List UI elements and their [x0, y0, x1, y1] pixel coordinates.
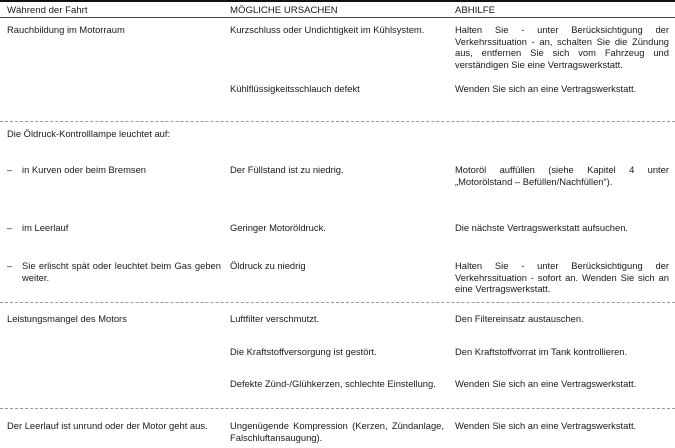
row-separator — [0, 408, 675, 409]
symptom-power-loss: Leistungsmangel des Motors — [7, 313, 127, 324]
cause-oil-pressure-too-low: Öldruck zu niedrig — [230, 260, 306, 271]
remedy-check-fuel: Den Kraftstoffvorrat im Tank kontrollieren. — [455, 346, 628, 357]
cause-air-filter: Luftfilter verschmutzt. — [230, 313, 320, 324]
bullet-dash: – — [7, 222, 13, 233]
row-separator — [0, 121, 675, 122]
remedy-stop-vehicle: Halten Sie - unter Berücksichtigung der Verkehrssituation - an, schalten Sie die Zündung aus, entfernen Sie sich vom Fahrzeug und verständigen Sie eine Vertragswerkstatt. — [455, 24, 669, 70]
remedy-top-up-oil: Motoröl auffüllen (siehe Kapitel 4 unter „Motorölstand – Befüllen/Nachfüllen“). — [455, 164, 669, 187]
symptom-late-off: Sie erlischt spät oder leuchtet beim Gas geben weiter. — [22, 260, 221, 283]
remedy-replace-filter: Den Filtereinsatz austauschen. — [455, 313, 584, 324]
remedy-stop-immediately: Halten Sie - unter Berücksichtigung der Verkehrssituation - sofort an. Wenden Sie sich an eine Vertragswerkstatt. — [455, 260, 669, 295]
cause-low-compression: Ungenügende Kompression (Kerzen, Zündanlage, Falschluftansaugung). — [230, 420, 444, 443]
column-header-causes: MÖGLICHE URSACHEN — [230, 5, 338, 16]
header-top-rule — [0, 0, 675, 2]
symptom-curves-braking: in Kurven oder beim Bremsen — [22, 164, 147, 175]
column-header-driving: Während der Fahrt — [7, 5, 88, 16]
symptom-oil-pressure-lamp: Die Öldruck-Kontrolllampe leuchtet auf: — [7, 128, 171, 139]
cause-fuel-supply: Die Kraftstoffversorgung ist gestört. — [230, 346, 377, 357]
remedy-contact-workshop: Wenden Sie sich an eine Vertragswerkstatt. — [455, 83, 637, 94]
row-separator — [0, 302, 675, 303]
symptom-idle: im Leerlauf — [22, 222, 69, 233]
bullet-dash: – — [7, 260, 13, 271]
cause-spark-plugs: Defekte Zünd-/Glühkerzen, schlechte Einstellung. — [230, 378, 436, 389]
cause-cooling-leak: Kurzschluss oder Undichtigkeit im Kühlsystem. — [230, 24, 425, 35]
remedy-contact-workshop: Wenden Sie sich an eine Vertragswerkstatt. — [455, 378, 637, 389]
cause-low-level: Der Füllstand ist zu niedrig. — [230, 164, 344, 175]
bullet-dash: – — [7, 164, 13, 175]
header-bottom-rule — [0, 17, 675, 18]
remedy-contact-workshop: Wenden Sie sich an eine Vertragswerkstatt. — [455, 420, 637, 431]
cause-low-oil-pressure: Geringer Motoröldruck. — [230, 222, 326, 233]
cause-coolant-hose: Kühlflüssigkeitsschlauch defekt — [230, 83, 360, 94]
remedy-visit-workshop: Die nächste Vertragswerkstatt aufsuchen. — [455, 222, 629, 233]
column-header-remedy: ABHILFE — [455, 5, 495, 16]
symptom-rough-idle: Der Leerlauf ist unrund oder der Motor geht aus. — [7, 420, 208, 431]
symptom-smoke: Rauchbildung im Motorraum — [7, 24, 125, 35]
